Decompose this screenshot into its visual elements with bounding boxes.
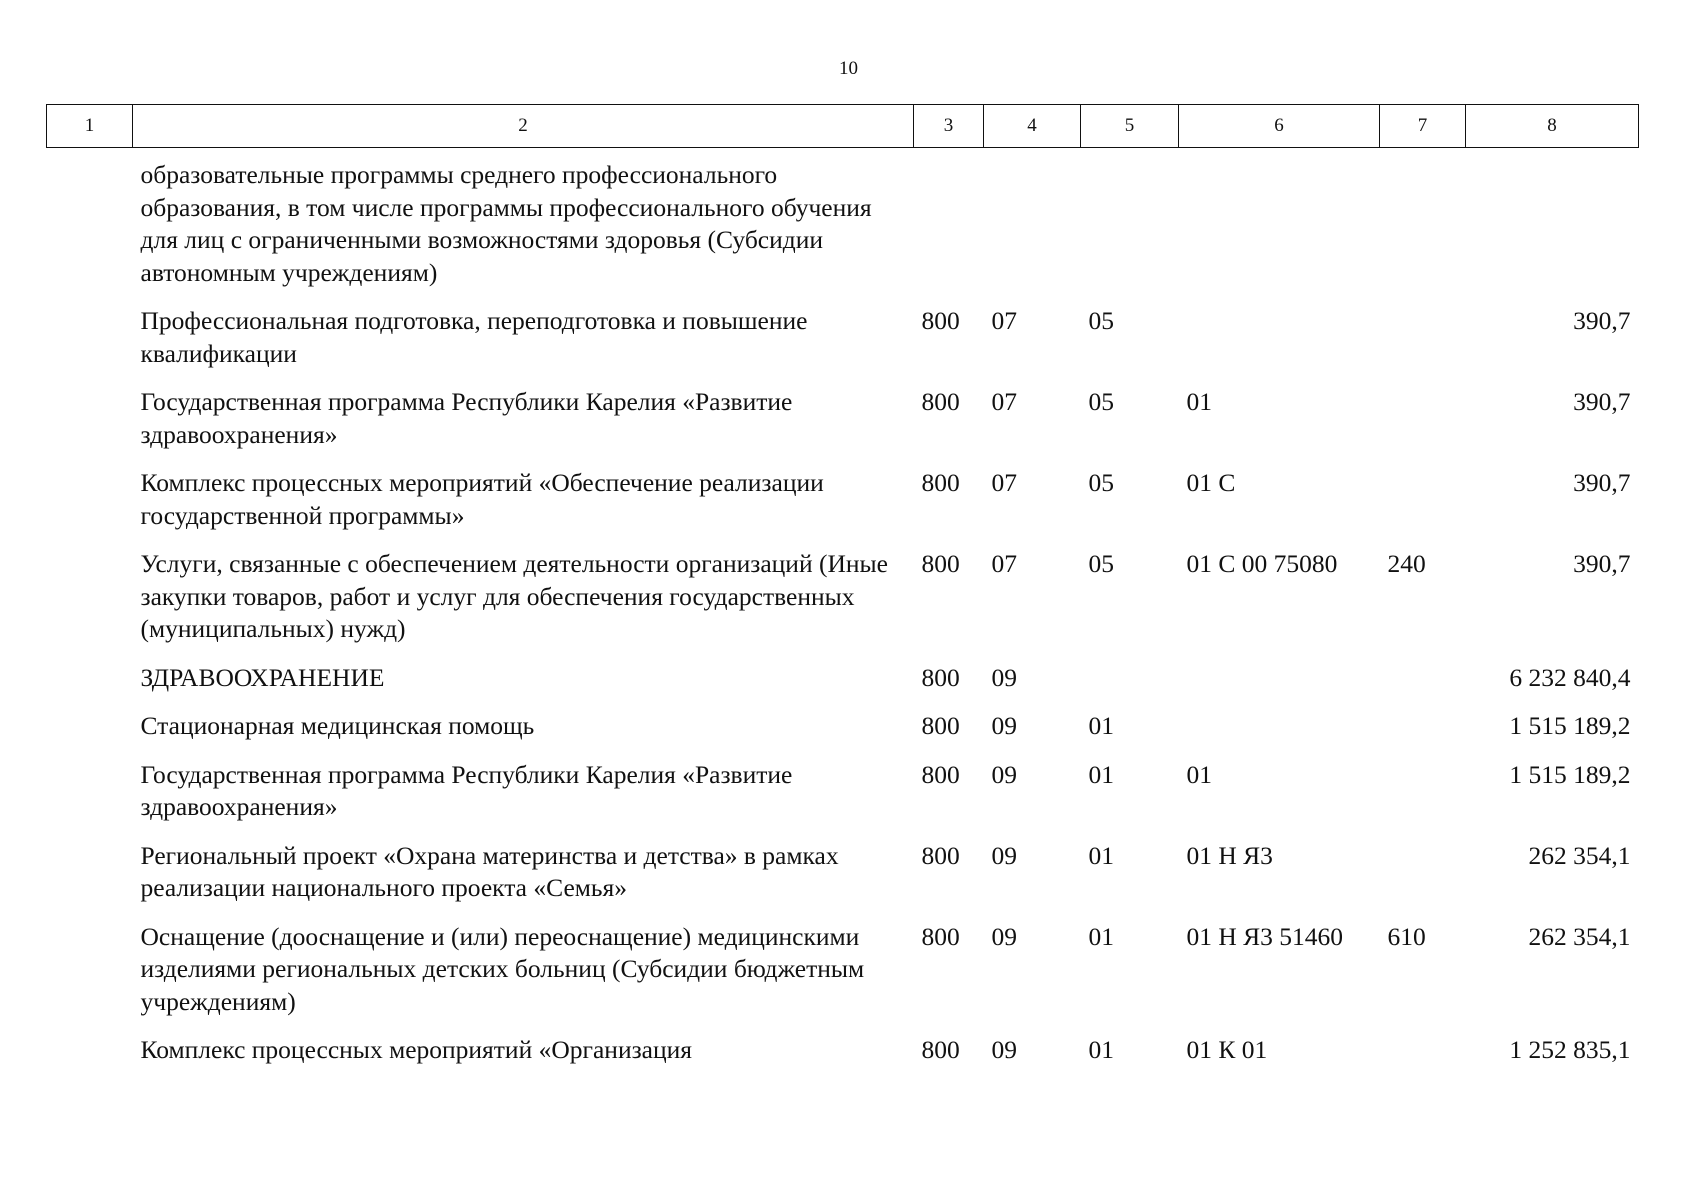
row-expense-type (1380, 386, 1466, 467)
header-col-2: 2 (133, 105, 914, 148)
row-target-article: 01 К 01 (1186, 1035, 1268, 1064)
row-ministry-code: 800 (921, 921, 960, 951)
row-amount (1466, 148, 1639, 306)
row-target-article: 01 (1186, 387, 1212, 416)
header-row (47, 105, 1639, 148)
row-expense-type (1380, 148, 1466, 306)
row-expense-type (1380, 305, 1466, 386)
row-col-1 (47, 1034, 133, 1083)
row-ministry-code (914, 148, 984, 306)
row-col-1 (47, 840, 133, 921)
row-name: Комплекс процессных мероприятий «Обеспечение реализации государственной программы» (140, 468, 824, 530)
row-col-1 (47, 662, 133, 711)
row-section-code: 09 (991, 662, 1017, 692)
table-row (47, 921, 1639, 1035)
header-col-3: 3 (914, 105, 984, 148)
row-amount: 390,7 (1573, 468, 1631, 497)
row-amount: 1 515 189,2 (1509, 711, 1631, 740)
row-expense-type (1380, 759, 1466, 840)
row-amount: 1 252 835,1 (1509, 1035, 1631, 1064)
row-col-1 (47, 386, 133, 467)
row-target-article: 01 Н Я3 51460 (1186, 921, 1344, 951)
row-ministry-code: 800 (921, 387, 960, 416)
row-expense-type (1380, 710, 1466, 759)
table-row (47, 1034, 1639, 1083)
row-col-1 (47, 148, 133, 306)
row-expense-type (1380, 840, 1466, 921)
table-row (47, 467, 1639, 548)
row-amount: 390,7 (1573, 387, 1631, 416)
row-name: Государственная программа Республики Карелия «Развитие здравоохранения» (140, 387, 793, 449)
row-expense-type: 610 (1387, 921, 1426, 951)
row-col-1 (47, 548, 133, 662)
row-amount: 6 232 840,4 (1509, 662, 1631, 692)
row-name: Профессиональная подготовка, переподготовка и повышение квалификации (140, 306, 808, 368)
row-section-code: 09 (991, 711, 1017, 740)
row-subsection-code: 01 (1088, 840, 1114, 870)
row-name: Государственная программа Республики Карелия «Развитие здравоохранения» (140, 759, 793, 821)
row-ministry-code: 800 (921, 468, 960, 497)
row-subsection-code: 05 (1088, 468, 1114, 497)
row-expense-type (1380, 662, 1466, 711)
table-row (47, 386, 1639, 467)
row-section-code: 09 (991, 1035, 1017, 1064)
row-subsection-code: 01 (1088, 921, 1114, 951)
table-row (47, 662, 1639, 711)
row-col-1 (47, 710, 133, 759)
row-name: Оснащение (дооснащение и (или) переоснащение) медицинскими изделиями региональных детских больниц (Субсидии бюджетным учреждениям) (140, 921, 865, 1016)
header-col-4: 4 (984, 105, 1081, 148)
row-name: образовательные программы среднего профессионального образования, в том числе программы профессионального обучения для лиц с ограниченными возможностями здоровья (Субсидии автономным учреждениям) (140, 160, 872, 287)
row-section-code: 09 (991, 840, 1017, 870)
row-subsection-code: 01 (1088, 759, 1114, 789)
row-name: Региональный проект «Охрана материнства и детства» в рамках реализации национального проекта «Семья» (140, 840, 839, 902)
row-section-code: 07 (991, 306, 1017, 335)
row-col-1 (47, 921, 133, 1035)
row-target-article: 01 Н Я3 (1186, 840, 1273, 870)
row-subsection-code: 05 (1088, 306, 1114, 335)
row-expense-type: 240 (1387, 549, 1426, 578)
table-row (47, 840, 1639, 921)
row-amount: 390,7 (1573, 306, 1631, 335)
row-ministry-code: 800 (921, 662, 960, 692)
row-name: Стационарная медицинская помощь (140, 711, 535, 740)
row-subsection-code: 05 (1088, 549, 1114, 578)
row-target-article (1179, 305, 1380, 386)
row-col-1 (47, 467, 133, 548)
row-amount: 390,7 (1573, 549, 1631, 578)
row-name: ЗДРАВООХРАНЕНИЕ (140, 662, 385, 692)
row-subsection-code: 01 (1088, 711, 1114, 740)
row-amount: 1 515 189,2 (1509, 759, 1631, 789)
page-number: 10 (839, 58, 858, 79)
row-expense-type (1380, 1034, 1466, 1083)
row-ministry-code: 800 (921, 759, 960, 789)
row-target-article: 01 С 00 75080 (1186, 549, 1338, 578)
row-section-code: 07 (991, 387, 1017, 416)
row-ministry-code: 800 (921, 840, 960, 870)
row-expense-type (1380, 467, 1466, 548)
header-col-7: 7 (1380, 105, 1466, 148)
row-amount: 262 354,1 (1528, 840, 1631, 870)
table-row (47, 710, 1639, 759)
row-target-article (1179, 662, 1380, 711)
row-section-code (984, 148, 1081, 306)
row-subsection-code (1081, 662, 1179, 711)
row-section-code: 07 (991, 468, 1017, 497)
row-name: Услуги, связанные с обеспечением деятельности организаций (Иные закупки товаров, работ и услуг для обеспечения государственных (муниципальных) нужд) (140, 549, 888, 643)
table-row (47, 548, 1639, 662)
row-target-article: 01 С (1186, 468, 1236, 497)
table-row (47, 759, 1639, 840)
row-target-article (1179, 710, 1380, 759)
row-target-article: 01 (1186, 759, 1212, 789)
row-section-code: 09 (991, 921, 1017, 951)
row-amount: 262 354,1 (1528, 921, 1631, 951)
row-name: Комплекс процессных мероприятий «Организация (140, 1035, 692, 1064)
row-subsection-code (1081, 148, 1179, 306)
row-section-code: 07 (991, 549, 1017, 578)
header-col-6: 6 (1179, 105, 1380, 148)
table-body (47, 148, 1639, 1083)
row-ministry-code: 800 (921, 1035, 960, 1064)
row-ministry-code: 800 (921, 711, 960, 740)
row-col-1 (47, 759, 133, 840)
row-subsection-code: 05 (1088, 387, 1114, 416)
table-row (47, 148, 1639, 306)
row-section-code: 09 (991, 759, 1017, 789)
table-row (47, 305, 1639, 386)
header-col-8: 8 (1466, 105, 1639, 148)
budget-table (46, 104, 1639, 1083)
row-ministry-code: 800 (921, 306, 960, 335)
header-col-1: 1 (47, 105, 133, 148)
row-subsection-code: 01 (1088, 1035, 1114, 1064)
header-col-5: 5 (1081, 105, 1179, 148)
row-target-article (1179, 148, 1380, 306)
row-col-1 (47, 305, 133, 386)
table-header (47, 105, 1639, 148)
row-ministry-code: 800 (921, 549, 960, 578)
